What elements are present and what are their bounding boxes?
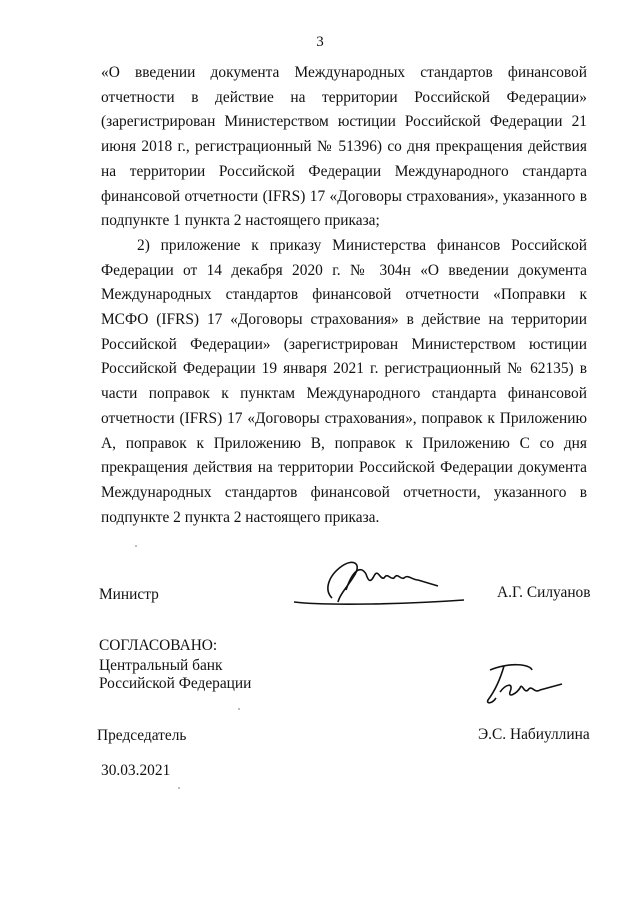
page-number: 3: [316, 34, 324, 50]
paragraph-item-2: 2) приложение к приказу Министерства финансов Российской Федерации от 14 декабря 2020 г. № 304н «О введении документа Международных стандартов финансовой отчетности «Поправки к МСФО (IFRS) 17 «Договоры страхования» в действие на территории Российской Федерации» (зарегистрирован Министерством юстиции Российской Федерации 19 января 2021 г. регистрационный № 62135) в части поправок к пунктам Международного стандарта финансовой отчетности (IFRS) 17 «Договоры страхования», поправок к Приложению A, поправок к Приложению B, поправок к Приложению C со дня прекращения действия на территории Российской Федерации документа Международных стандартов финансовой отчетности, указанного в подпункте 2 пункта 2 настоящего приказа.: [101, 236, 587, 526]
approval-org-line2: Российской Федерации: [99, 675, 252, 692]
scan-speck: [135, 545, 137, 547]
minister-name: А.Г. Силуанов: [497, 584, 591, 601]
minister-signature-icon: [288, 550, 468, 612]
approval-org-line1: Центральный банк: [99, 657, 223, 674]
paragraph-continuation: «О введении документа Международных стандартов финансовой отчетности в действие на территории Российской Федерации» (зарегистрирован Министерством юстиции Российской Федерации 21 июня 2018 г., регистрационный № 51396) со дня прекращения действия на территории Российской Федерации Международного стандарта финансовой отчетности (IFRS) 17 «Договоры страхования», указанного в подпункте 1 пункта 2 настоящего приказа;: [101, 64, 587, 230]
chairman-signature-icon: [470, 660, 570, 710]
approval-heading: СОГЛАСОВАНО:: [99, 637, 218, 654]
approval-date: 30.03.2021: [101, 762, 171, 779]
approval-name: Э.С. Набиуллина: [478, 726, 590, 743]
approval-position: Председатель: [97, 727, 187, 744]
scan-speck: [178, 787, 180, 789]
minister-title: Министр: [99, 586, 159, 603]
body-text: [101, 61, 587, 530]
scan-speck: [238, 708, 240, 710]
